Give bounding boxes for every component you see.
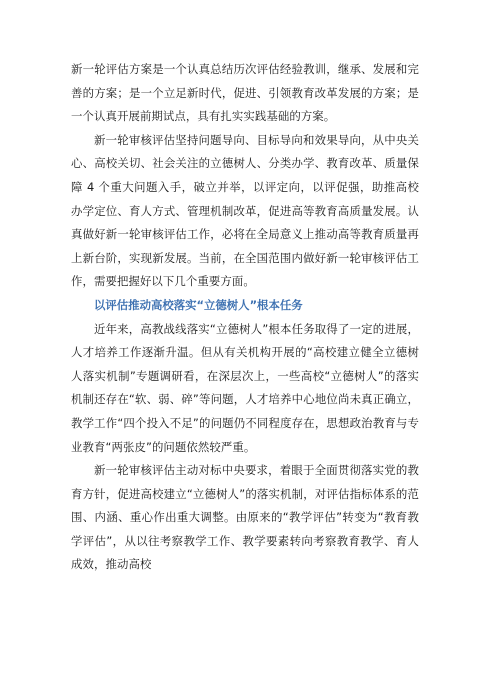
paragraph-3: 近年来，高教战线落实“立德树人”根本任务取得了一定的进展，人才培养工作逐渐升温。但从有关机构开展的“高校建立健全立德树人落实机制”专题调研看，在深层次上，一些高校“立德树人”的落实机制还存在“软、弱、碎”等问题，人才培养中心地位尚未真正确立，教学工作“四个投入不足”的问题仍不同程度存在，思想政治教育与专业教育“两张皮”的问题依然较严重。 [71, 321, 419, 454]
document-body [71, 58, 419, 577]
paragraph-4: 新一轮审核评估主动对标中央要求，着眼于全面贯彻落实党的教育方针，促进高校建立“立德树人”的落实机制，对评估指标体系的范围、内涵、重心作出重大调整。由原来的“教学评估”转变为“教育教学评估”，从以往考察教学工作、教学要素转向考察教育教学、育人成效，推动高校 [71, 463, 419, 572]
paragraph-1: 新一轮评估方案是一个认真总结历次评估经验教训，继承、发展和完善的方案；是一个立足新时代，促进、引领教育改革发展的方案；是一个认真开展前期试点，具有扎实实践基础的方案。 [71, 62, 419, 124]
section-heading: 以评估推动高校落实“立德树人”根本任务 [94, 297, 303, 312]
paragraph-2: 新一轮审核评估坚持问题导向、目标导向和效果导向，从中央关心、高校关切、社会关注的立德树人、分类办学、教育改革、质量保障 4 个重大问题入手，破立并举，以评定向，以评促强，助推高校办学定位、育人方式、管理机制改革，促进高等教育高质量发展。认真做好新一轮审核评估工作，必将在全局意义上推动高等教育质量再上新台阶，实现新发展。当前，在全国范围内做好新一轮审核评估工作，需要把握好以下几个重要方面。 [71, 132, 419, 289]
